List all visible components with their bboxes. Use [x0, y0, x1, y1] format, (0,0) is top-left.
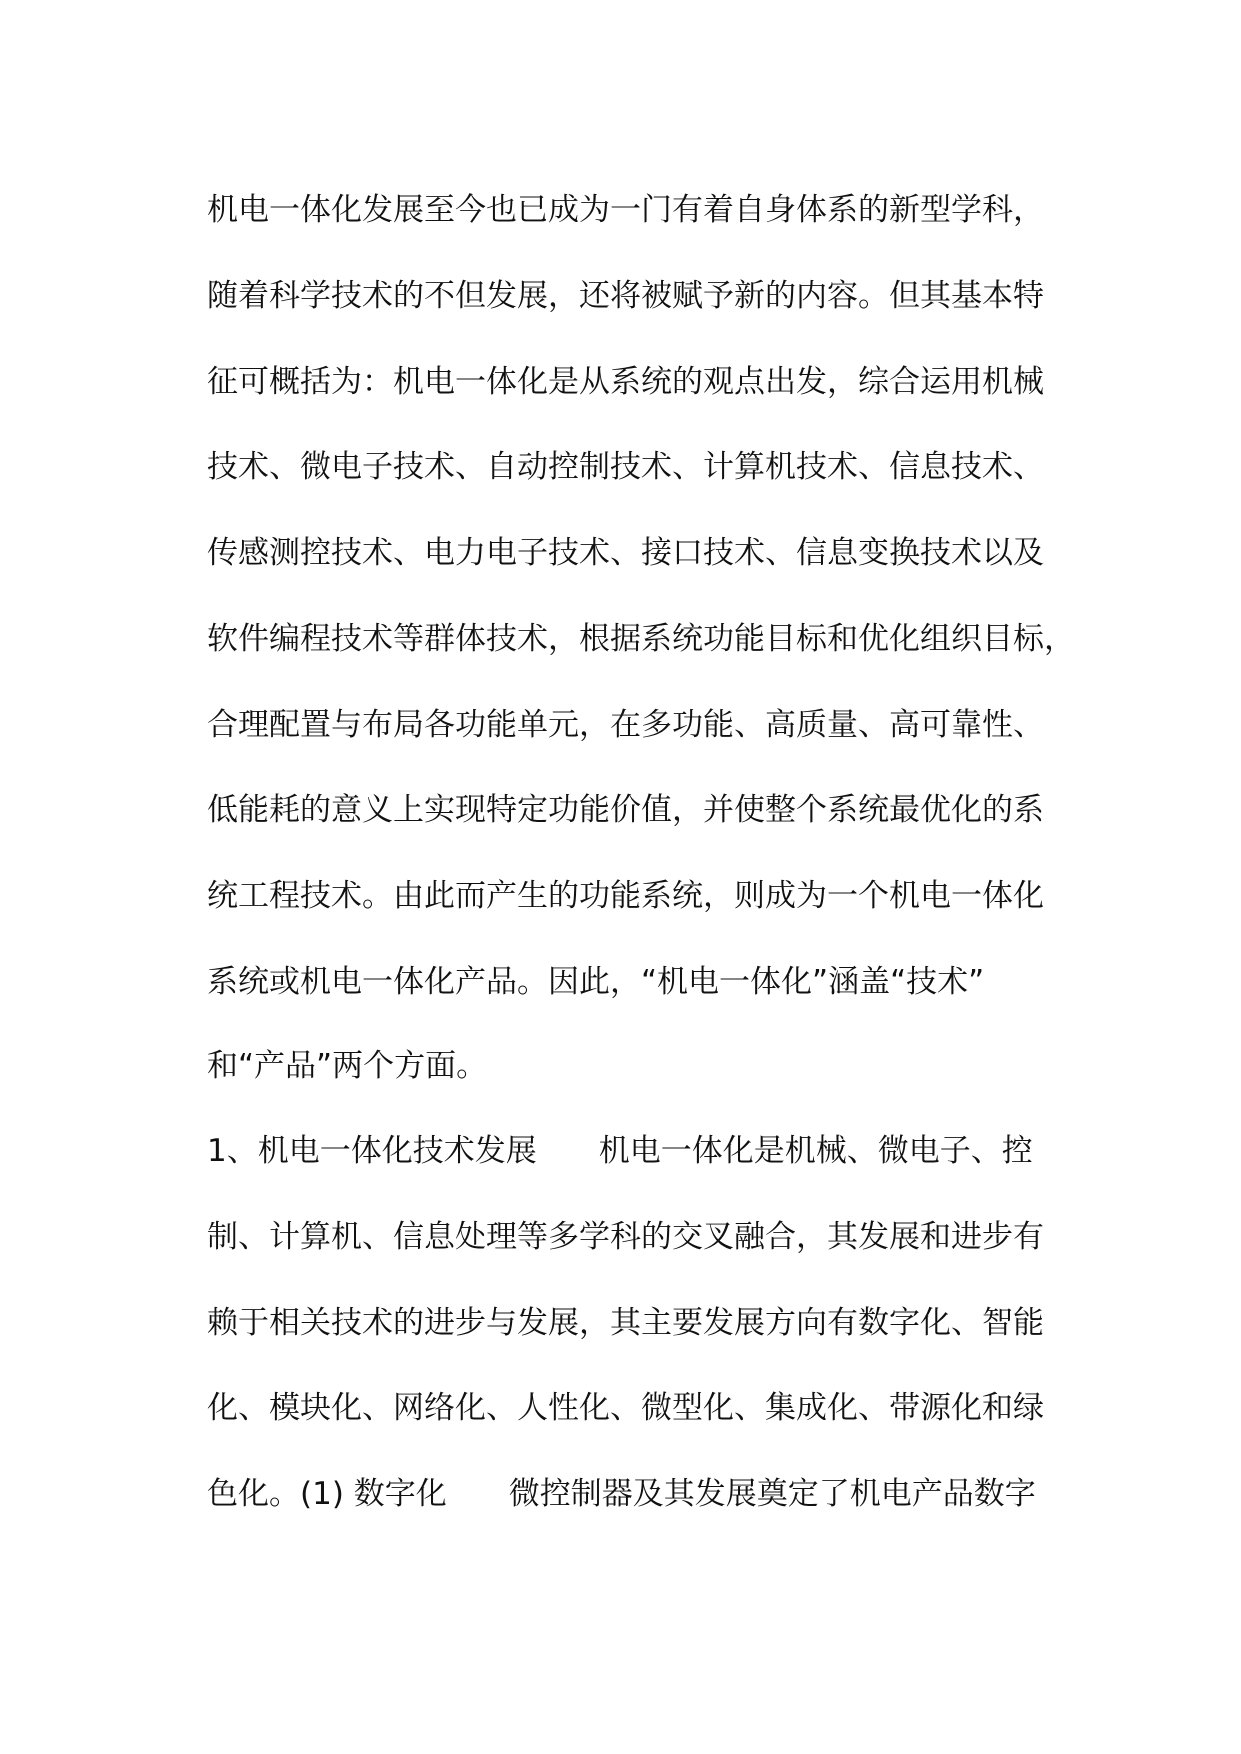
- text-line: 征可概括为：机电一体化是从系统的观点出发，综合运用机械: [207, 364, 1044, 400]
- text-line: 制、计算机、信息处理等多学科的交叉融合，其发展和进步有: [207, 1219, 1044, 1255]
- text-line: 系统或机电一体化产品。因此，“机电一体化”涵盖“技术”: [207, 964, 985, 1000]
- text-line: 技术、微电子技术、自动控制技术、计算机技术、信息技术、: [207, 449, 1044, 485]
- text-line: 随着科学技术的不但发展，还将被赋予新的内容。但其基本特: [207, 278, 1044, 314]
- text-line: 赖于相关技术的进步与发展，其主要发展方向有数字化、智能: [207, 1305, 1044, 1341]
- text-line: 色化。(1) 数字化 微控制器及其发展奠定了机电产品数字: [207, 1476, 1036, 1512]
- text-line: 合理配置与布局各功能单元，在多功能、高质量、高可靠性、: [207, 707, 1044, 743]
- text-line: 传感测控技术、电力电子技术、接口技术、信息变换技术以及: [207, 535, 1044, 571]
- text-line: 机电一体化发展至今也已成为一门有着自身体系的新型学科，: [207, 192, 1044, 228]
- text-line: 和“产品”两个方面。: [207, 1048, 488, 1084]
- text-line: 化、模块化、网络化、人性化、微型化、集成化、带源化和绿: [207, 1390, 1044, 1426]
- text-line: 软件编程技术等群体技术，根据系统功能目标和优化组织目标，: [207, 621, 1075, 657]
- text-line: 1、机电一体化技术发展 机电一体化是机械、微电子、控: [207, 1133, 1033, 1169]
- text-line: 低能耗的意义上实现特定功能价值，并使整个系统最优化的系: [207, 792, 1044, 828]
- text-line: 统工程技术。由此而产生的功能系统，则成为一个机电一体化: [207, 878, 1044, 914]
